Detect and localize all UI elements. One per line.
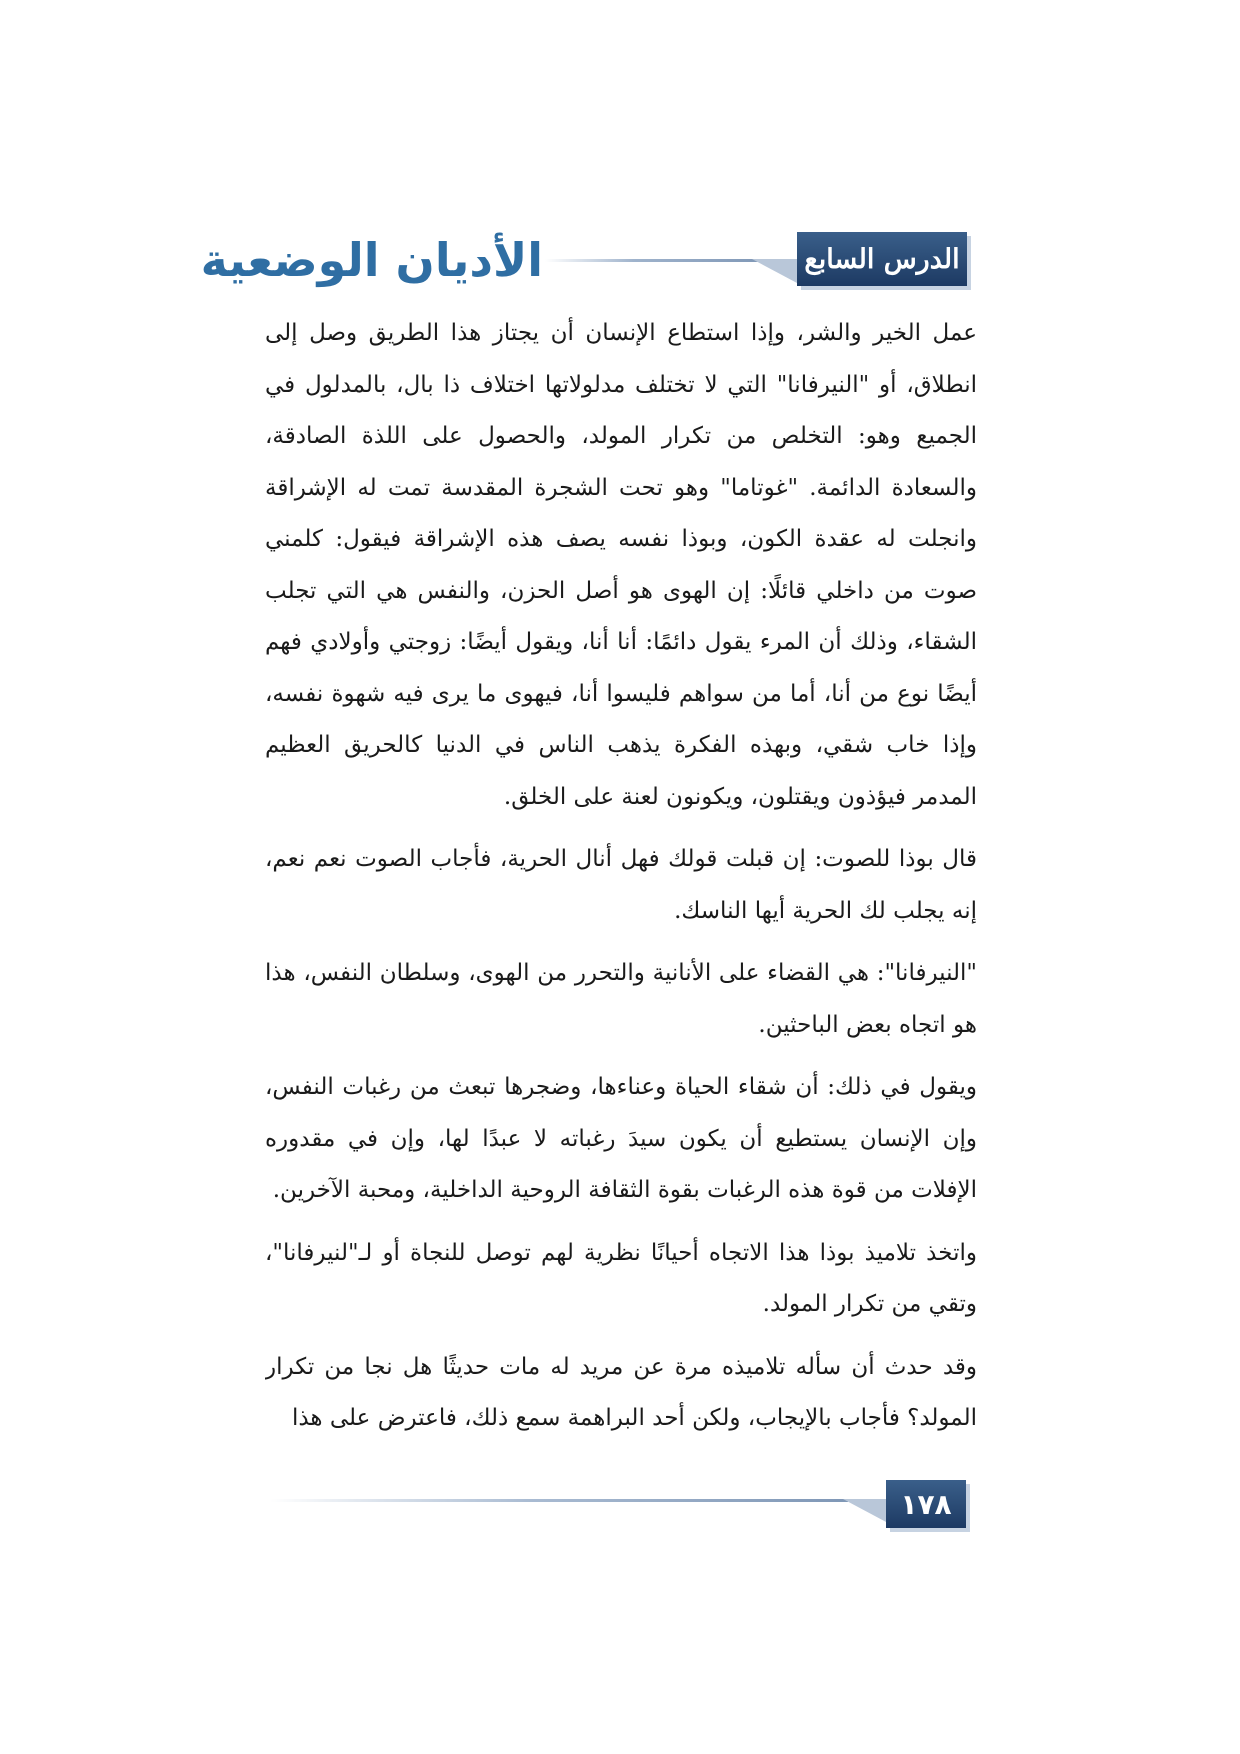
footer-divider-accent xyxy=(843,1499,888,1523)
paragraph: "النيرفانا": هي القضاء على الأنانية والتحرر من الهوى، وسلطان النفس، هذا هو اتجاه بعض الباحثين. xyxy=(265,960,977,1038)
paragraph: واتخذ تلاميذ بوذا هذا الاتجاه أحيانًا نظرية لهم توصل للنجاة أو لـ"لنيرفانا"، وتقي من تكرار المولد. xyxy=(265,1239,977,1317)
lesson-badge: الدرس السابع xyxy=(797,232,967,286)
header-divider-accent xyxy=(752,259,797,283)
body-text xyxy=(265,308,977,1473)
footer-divider xyxy=(270,1499,848,1502)
page-header xyxy=(0,0,1240,300)
book-title: الأديان الوضعية xyxy=(200,233,543,287)
page-number: ١٧٨ xyxy=(886,1480,966,1528)
paragraph: ويقول في ذلك: أن شقاء الحياة وعناءها، وضجرها تبعث من رغبات النفس، وإن الإنسان يستطيع أن يكون سيدَ رغباته لا عبدًا لها، وإن في مقدوره الإفلات من قوة هذه الرغبات بقوة الثقافة الروحية الداخلية، ومحبة الآخرين. xyxy=(265,1074,977,1203)
paragraph: قال بوذا للصوت: إن قبلت قولك فهل أنال الحرية، فأجاب الصوت نعم نعم، إنه يجلب لك الحرية أيها الناسك. xyxy=(265,846,977,924)
paragraph: وقد حدث أن سأله تلاميذه مرة عن مريد له مات حديثًا هل نجا من تكرار المولد؟ فأجاب بالإيجاب، ولكن أحد البراهمة سمع ذلك، فاعترض على هذا xyxy=(265,1353,977,1431)
header-divider xyxy=(545,259,767,262)
paragraph: عمل الخير والشر، وإذا استطاع الإنسان أن يجتاز هذا الطريق وصل إلى انطلاق، أو "النيرفانا" التي لا تختلف مدلولاتها اختلاف ذا بال، بالمدلول في الجميع وهو: التخلص من تكرار المولد، والحصول على اللذة الصادقة، والسعادة الدائمة. "غوتاما" وهو تحت الشجرة المقدسة تمت له الإشراقة وانجلت له عقدة الكون، وبوذا نفسه يصف هذه الإشراقة فيقول: كلمني صوت من داخلي قائلًا: إن الهوى هو أصل الحزن، والنفس هي التي تجلب الشقاء، وذلك أن المرء يقول دائمًا: أنا أنا، ويقول أيضًا: زوجتي وأولادي فهم أيضًا نوع من أنا، أما من سواهم فليسوا أنا، فيهوى ما يرى فيه شهوة نفسه، وإذا خاب شقي، وبهذه الفكرة يذهب الناس في الدنيا كالحريق العظيم المدمر فيؤذون ويقتلون، ويكونون لعنة على الخلق. xyxy=(265,320,977,810)
